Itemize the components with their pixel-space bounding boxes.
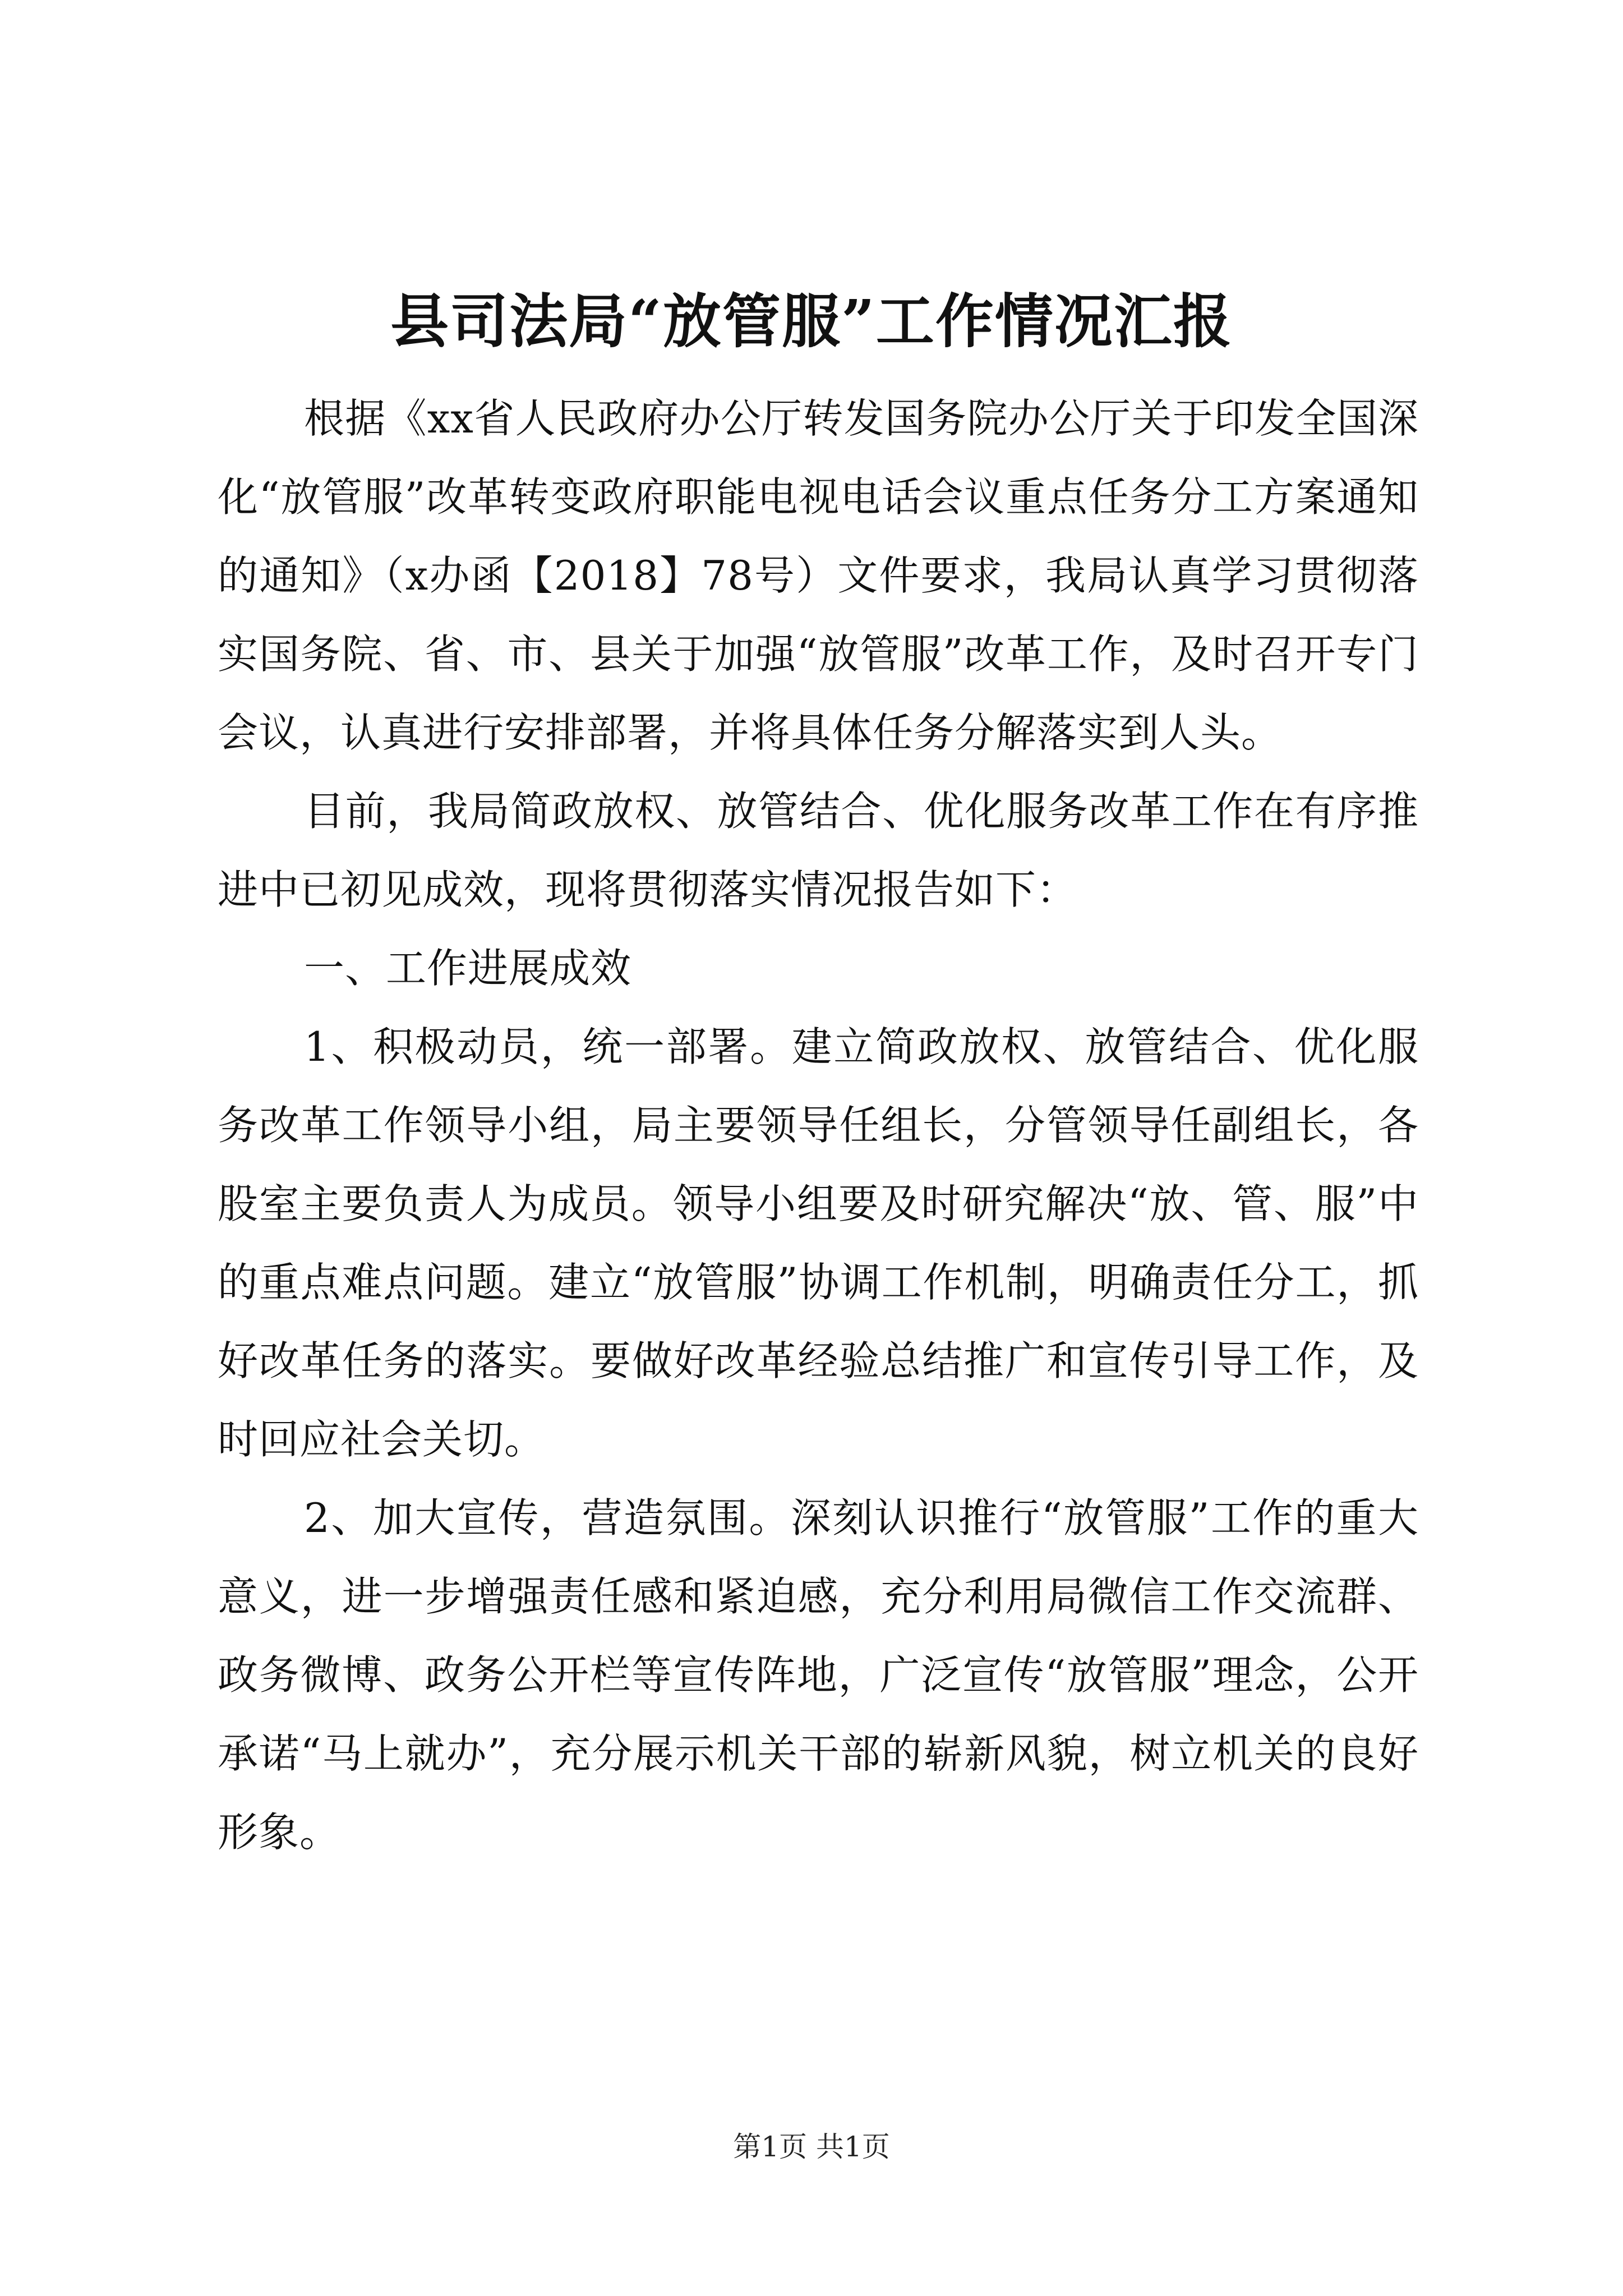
page-footer: 第1页 共1页 [733,2131,890,2163]
paragraph-item-2: 2、加大宣传，营造氛围。深刻认识推行“放管服”工作的重大意义，进一步增强责任感和紧迫感，充分利用局微信工作交流群、政务微博、政务公开栏等宣传阵地，广泛宣传“放管服”理念，公开承诺“马上就办”，充分展示机关干部的崭新风貌，树立机关的良好形象。 [218,1494,1419,1856]
paragraph-status: 目前，我局简政放权、放管结合、优化服务改革工作在有序推进中已初见成效，现将贯彻落实情况报告如下： [218,788,1419,913]
paragraph-item-1: 1、积极动员，统一部署。建立简政放权、放管结合、优化服务改革工作领导小组，局主要领导任组长，分管领导任副组长，各股室主要负责人为成员。领导小组要及时研究解决“放、管、服”中的重点难点问题。建立“放管服”协调工作机制，明确责任分工，抓好改革任务的落实。要做好改革经验总结推广和宣传引导工作，及时回应社会关切。 [218,1023,1419,1463]
paragraph-intro: 根据《xx省人民政府办公厅转发国务院办公厅关于印发全国深化“放管服”改革转变政府职能电视电话会议重点任务分工方案通知的通知》（x办函【2018】78号）文件要求，我局认真学习贯彻落实国务院、省、市、县关于加强“放管服”改革工作，及时召开专门会议，认真进行安排部署，并将具体任务分解落实到人头。 [218,395,1419,756]
section-heading: 一、工作进展成效 [304,945,632,992]
document-title: 县司法局“放管服”工作情况汇报 [390,287,1233,356]
document-body [218,379,1419,1871]
